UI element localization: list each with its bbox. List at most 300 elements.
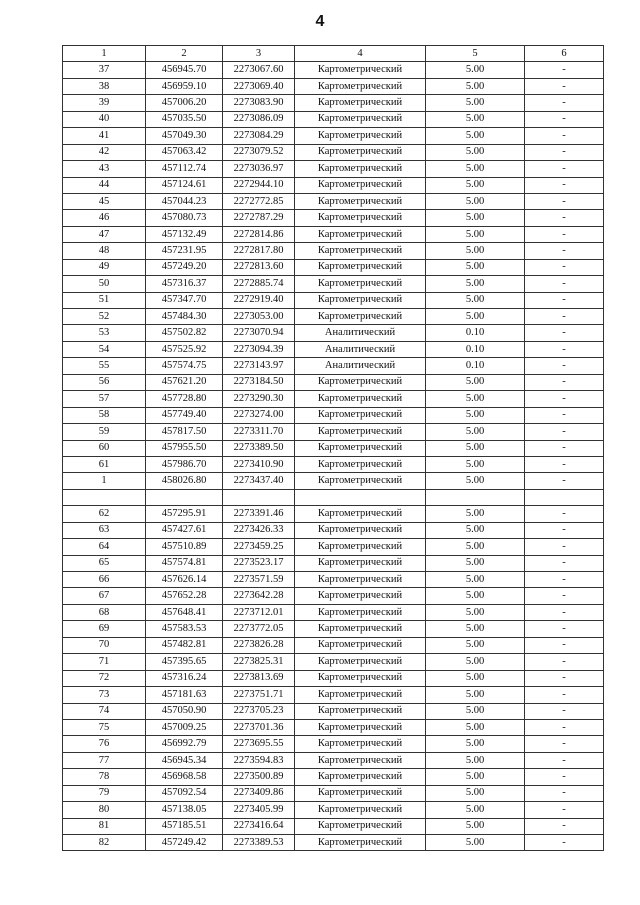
table-cell: Картометрический <box>295 78 426 94</box>
table-cell: 457295.91 <box>146 506 223 522</box>
table-cell: Картометрический <box>295 604 426 620</box>
table-cell: Картометрический <box>295 424 426 440</box>
table-cell: 2273086.09 <box>223 111 295 127</box>
table-cell: - <box>525 95 604 111</box>
table-cell: 457249.42 <box>146 835 223 851</box>
table-cell: 5.00 <box>426 62 525 78</box>
table-cell: - <box>525 325 604 341</box>
table-row <box>63 193 604 209</box>
table-cell: 2273410.90 <box>223 456 295 472</box>
table-cell: Картометрический <box>295 456 426 472</box>
table-cell: 5.00 <box>426 424 525 440</box>
table-cell: 38 <box>63 78 146 94</box>
table-cell: 2272813.60 <box>223 259 295 275</box>
table-cell: 65 <box>63 555 146 571</box>
table-cell: 2273813.69 <box>223 670 295 686</box>
table-cell: 2273712.01 <box>223 604 295 620</box>
table-cell: - <box>525 193 604 209</box>
table-cell: 2273705.23 <box>223 703 295 719</box>
table-cell: 76 <box>63 736 146 752</box>
table-cell: 457510.89 <box>146 539 223 555</box>
table-cell: - <box>525 522 604 538</box>
table-cell: 47 <box>63 226 146 242</box>
table-cell: Картометрический <box>295 309 426 325</box>
table-cell: Картометрический <box>295 835 426 851</box>
table-cell: Картометрический <box>295 243 426 259</box>
table-cell: 457035.50 <box>146 111 223 127</box>
table-cell: - <box>525 276 604 292</box>
table-cell: Картометрический <box>295 572 426 588</box>
table-cell: 457525.92 <box>146 341 223 357</box>
table-cell: 5.00 <box>426 374 525 390</box>
table-cell: 5.00 <box>426 588 525 604</box>
table-cell: Картометрический <box>295 374 426 390</box>
table-cell: 66 <box>63 572 146 588</box>
table-cell: 72 <box>63 670 146 686</box>
table-cell: Картометрический <box>295 292 426 308</box>
table-cell: Картометрический <box>295 144 426 160</box>
table-cell: 458026.80 <box>146 473 223 489</box>
table-cell: 80 <box>63 802 146 818</box>
table-cell: 457728.80 <box>146 391 223 407</box>
table-cell: 2272787.29 <box>223 210 295 226</box>
table-cell: - <box>525 161 604 177</box>
table-cell: 5.00 <box>426 835 525 851</box>
table-cell: 79 <box>63 785 146 801</box>
table-cell: 2273084.29 <box>223 128 295 144</box>
table-cell: 5.00 <box>426 670 525 686</box>
table-cell: 5.00 <box>426 243 525 259</box>
table-cell: 457749.40 <box>146 407 223 423</box>
table-cell: - <box>525 802 604 818</box>
table-cell: Аналитический <box>295 358 426 374</box>
table-cell: 5.00 <box>426 128 525 144</box>
table-row <box>63 358 604 374</box>
table-cell: 1 <box>63 473 146 489</box>
table-cell: 457050.90 <box>146 703 223 719</box>
table-cell: 5.00 <box>426 539 525 555</box>
table-cell: 5.00 <box>426 555 525 571</box>
table-row <box>63 78 604 94</box>
table-row <box>63 703 604 719</box>
table-cell: 457124.61 <box>146 177 223 193</box>
table-cell: 63 <box>63 522 146 538</box>
table-cell: 2273642.28 <box>223 588 295 604</box>
table-cell: - <box>525 654 604 670</box>
column-header: 2 <box>146 46 223 62</box>
table-cell: 5.00 <box>426 473 525 489</box>
table-cell: - <box>525 621 604 637</box>
table-cell: Картометрический <box>295 391 426 407</box>
table-cell: - <box>525 374 604 390</box>
table-cell: 457049.30 <box>146 128 223 144</box>
table-cell: - <box>525 341 604 357</box>
table-cell: - <box>525 292 604 308</box>
table-cell: 0.10 <box>426 358 525 374</box>
table-cell: 45 <box>63 193 146 209</box>
table-cell: - <box>525 473 604 489</box>
table-row <box>63 769 604 785</box>
table-cell: 57 <box>63 391 146 407</box>
table-cell: 55 <box>63 358 146 374</box>
table-cell: 457482.81 <box>146 637 223 653</box>
table-cell: - <box>525 604 604 620</box>
table-cell: 5.00 <box>426 604 525 620</box>
table-cell: 5.00 <box>426 144 525 160</box>
table-cell: 5.00 <box>426 111 525 127</box>
table-cell: - <box>525 111 604 127</box>
table-cell: 5.00 <box>426 654 525 670</box>
table-cell: 2273695.55 <box>223 736 295 752</box>
table-cell: - <box>525 572 604 588</box>
table-cell: 457044.23 <box>146 193 223 209</box>
table-cell: Картометрический <box>295 473 426 489</box>
table-cell: Картометрический <box>295 440 426 456</box>
table-cell: 457427.61 <box>146 522 223 538</box>
table-cell: Картометрический <box>295 522 426 538</box>
table-cell: 457112.74 <box>146 161 223 177</box>
table-cell: - <box>525 391 604 407</box>
table-row <box>63 374 604 390</box>
table-cell: 5.00 <box>426 226 525 242</box>
table-cell: - <box>525 752 604 768</box>
table-cell: 2273069.40 <box>223 78 295 94</box>
table-cell: 2273751.71 <box>223 687 295 703</box>
table-row <box>63 144 604 160</box>
table-cell: 5.00 <box>426 456 525 472</box>
table-cell: Картометрический <box>295 588 426 604</box>
table-cell: 457185.51 <box>146 818 223 834</box>
table-cell: - <box>525 687 604 703</box>
table-cell: 5.00 <box>426 785 525 801</box>
table-cell: 39 <box>63 95 146 111</box>
table-cell: 457132.49 <box>146 226 223 242</box>
table-cell: 457080.73 <box>146 210 223 226</box>
table-cell: 68 <box>63 604 146 620</box>
table-cell: - <box>525 785 604 801</box>
table-cell: 457138.05 <box>146 802 223 818</box>
table-cell: Аналитический <box>295 325 426 341</box>
table-cell: 457316.24 <box>146 670 223 686</box>
table-cell: 69 <box>63 621 146 637</box>
table-cell: 56 <box>63 374 146 390</box>
coordinates-table <box>62 45 604 851</box>
table-cell <box>295 489 426 505</box>
table-cell: Картометрический <box>295 177 426 193</box>
table-row <box>63 654 604 670</box>
table-cell: 73 <box>63 687 146 703</box>
table-cell: - <box>525 736 604 752</box>
table-cell: 2273409.86 <box>223 785 295 801</box>
table-cell: 2273070.94 <box>223 325 295 341</box>
table-cell: 456945.34 <box>146 752 223 768</box>
table-cell: 457574.75 <box>146 358 223 374</box>
table-row <box>63 259 604 275</box>
table-cell: 2273274.00 <box>223 407 295 423</box>
table-cell: 2273290.30 <box>223 391 295 407</box>
table-cell: 2273825.31 <box>223 654 295 670</box>
table-cell: Картометрический <box>295 687 426 703</box>
table-cell: 457574.81 <box>146 555 223 571</box>
table-cell: 457181.63 <box>146 687 223 703</box>
table-cell: - <box>525 588 604 604</box>
table-cell: 2273523.17 <box>223 555 295 571</box>
table-row <box>63 210 604 226</box>
table-cell: 81 <box>63 818 146 834</box>
table-cell: Картометрический <box>295 259 426 275</box>
table-row <box>63 341 604 357</box>
table-cell: 457621.20 <box>146 374 223 390</box>
table-cell: Картометрический <box>295 621 426 637</box>
table-cell: 2273053.00 <box>223 309 295 325</box>
table-cell: 37 <box>63 62 146 78</box>
table-cell: 75 <box>63 719 146 735</box>
table-cell: 2273036.97 <box>223 161 295 177</box>
table-cell: 50 <box>63 276 146 292</box>
table-cell: 5.00 <box>426 276 525 292</box>
table-cell: 2273389.50 <box>223 440 295 456</box>
table-cell: - <box>525 670 604 686</box>
table-cell: 5.00 <box>426 719 525 735</box>
table-cell: 457484.30 <box>146 309 223 325</box>
table-cell: 5.00 <box>426 391 525 407</box>
table-cell: 58 <box>63 407 146 423</box>
table-cell: 457063.42 <box>146 144 223 160</box>
table-cell: 5.00 <box>426 572 525 588</box>
table-cell: 5.00 <box>426 637 525 653</box>
table-row <box>63 243 604 259</box>
table-cell: 5.00 <box>426 769 525 785</box>
table-cell: 74 <box>63 703 146 719</box>
table-cell: 456968.58 <box>146 769 223 785</box>
table-cell: 64 <box>63 539 146 555</box>
table-row <box>63 785 604 801</box>
table-cell: 2272944.10 <box>223 177 295 193</box>
table-cell: 457347.70 <box>146 292 223 308</box>
table-cell: - <box>525 637 604 653</box>
table-cell: 2273067.60 <box>223 62 295 78</box>
table-cell: 457009.25 <box>146 719 223 735</box>
table-body <box>63 46 604 851</box>
table-cell: - <box>525 818 604 834</box>
table-row <box>63 161 604 177</box>
table-cell: - <box>525 259 604 275</box>
table-cell <box>426 489 525 505</box>
table-cell: 5.00 <box>426 161 525 177</box>
table-cell: 82 <box>63 835 146 851</box>
table-cell: Картометрический <box>295 670 426 686</box>
table-row <box>63 539 604 555</box>
table-cell: 43 <box>63 161 146 177</box>
table-cell: 457583.53 <box>146 621 223 637</box>
page-number: 4 <box>315 13 325 30</box>
table-row <box>63 555 604 571</box>
table-row <box>63 440 604 456</box>
table-row <box>63 835 604 851</box>
table-cell: Картометрический <box>295 193 426 209</box>
table-header-row <box>63 46 604 62</box>
table-cell: - <box>525 539 604 555</box>
table-cell: 78 <box>63 769 146 785</box>
table-cell: - <box>525 226 604 242</box>
table-cell: - <box>525 210 604 226</box>
table-cell: 5.00 <box>426 259 525 275</box>
table-cell: 2272919.40 <box>223 292 295 308</box>
table-cell: 2272814.86 <box>223 226 295 242</box>
table-cell: - <box>525 835 604 851</box>
table-cell: 60 <box>63 440 146 456</box>
table-cell: 5.00 <box>426 440 525 456</box>
table-cell: 5.00 <box>426 78 525 94</box>
table-cell: 457626.14 <box>146 572 223 588</box>
table-row <box>63 522 604 538</box>
table-cell: 456992.79 <box>146 736 223 752</box>
table-cell: 457006.20 <box>146 95 223 111</box>
table-cell: 2273391.46 <box>223 506 295 522</box>
table-cell: 5.00 <box>426 687 525 703</box>
table-cell: 0.10 <box>426 325 525 341</box>
table-cell: Картометрический <box>295 276 426 292</box>
table-cell: 2273772.05 <box>223 621 295 637</box>
column-header: 5 <box>426 46 525 62</box>
table-cell: 77 <box>63 752 146 768</box>
table-cell: 40 <box>63 111 146 127</box>
table-cell: - <box>525 243 604 259</box>
table-cell: 48 <box>63 243 146 259</box>
table-row <box>63 473 604 489</box>
table-cell: 2273426.33 <box>223 522 295 538</box>
table-cell: 457986.70 <box>146 456 223 472</box>
table-cell: 49 <box>63 259 146 275</box>
table-cell: 456959.10 <box>146 78 223 94</box>
table-cell: - <box>525 506 604 522</box>
table-cell: - <box>525 78 604 94</box>
table-cell: 2273826.28 <box>223 637 295 653</box>
table-cell: Картометрический <box>295 111 426 127</box>
table-cell: 2272817.80 <box>223 243 295 259</box>
table-cell: Картометрический <box>295 719 426 735</box>
table-cell: 0.10 <box>426 341 525 357</box>
table-row <box>63 752 604 768</box>
table-cell: 44 <box>63 177 146 193</box>
table-cell: 2273571.59 <box>223 572 295 588</box>
table-cell: Картометрический <box>295 161 426 177</box>
table-row <box>63 818 604 834</box>
table-cell: 5.00 <box>426 95 525 111</box>
table-cell: - <box>525 769 604 785</box>
table-cell: Картометрический <box>295 752 426 768</box>
table-row <box>63 506 604 522</box>
table-cell: 41 <box>63 128 146 144</box>
table-cell: 2273500.89 <box>223 769 295 785</box>
table-row <box>63 128 604 144</box>
table-cell: 5.00 <box>426 193 525 209</box>
table-cell: 2273405.99 <box>223 802 295 818</box>
table-cell: - <box>525 424 604 440</box>
table-cell: Картометрический <box>295 736 426 752</box>
table-row <box>63 621 604 637</box>
table-cell: Картометрический <box>295 802 426 818</box>
table-cell: 457648.41 <box>146 604 223 620</box>
table-cell: 51 <box>63 292 146 308</box>
table-cell: - <box>525 440 604 456</box>
table-cell: Картометрический <box>295 654 426 670</box>
table-cell: - <box>525 309 604 325</box>
table-cell: 2273079.52 <box>223 144 295 160</box>
table-row <box>63 309 604 325</box>
table-cell: Картометрический <box>295 226 426 242</box>
table-cell: 457955.50 <box>146 440 223 456</box>
table-cell <box>223 489 295 505</box>
table-cell: 5.00 <box>426 292 525 308</box>
table-cell: 62 <box>63 506 146 522</box>
table-cell: 2273594.83 <box>223 752 295 768</box>
table-row <box>63 736 604 752</box>
table-cell: Картометрический <box>295 128 426 144</box>
table-cell: 456945.70 <box>146 62 223 78</box>
table-cell <box>146 489 223 505</box>
table-row <box>63 719 604 735</box>
table-cell: Картометрический <box>295 818 426 834</box>
table-cell: - <box>525 358 604 374</box>
table-cell: 54 <box>63 341 146 357</box>
table-cell: 67 <box>63 588 146 604</box>
table-row <box>63 637 604 653</box>
table-cell: 2272772.85 <box>223 193 295 209</box>
table-row <box>63 802 604 818</box>
table-cell: 2273083.90 <box>223 95 295 111</box>
table-cell: 2272885.74 <box>223 276 295 292</box>
table-cell: 5.00 <box>426 802 525 818</box>
table-cell: 5.00 <box>426 736 525 752</box>
table-cell: 5.00 <box>426 522 525 538</box>
table-row <box>63 292 604 308</box>
table-row <box>63 489 604 505</box>
table-row <box>63 276 604 292</box>
table-cell: 42 <box>63 144 146 160</box>
table-cell: 59 <box>63 424 146 440</box>
table-row <box>63 572 604 588</box>
table-cell: Картометрический <box>295 785 426 801</box>
table-cell: - <box>525 128 604 144</box>
table-row <box>63 111 604 127</box>
table-cell: 5.00 <box>426 309 525 325</box>
table-row <box>63 687 604 703</box>
table-cell: 2273094.39 <box>223 341 295 357</box>
table-cell: 53 <box>63 325 146 341</box>
table-cell <box>63 489 146 505</box>
table-row <box>63 391 604 407</box>
table-cell: Картометрический <box>295 769 426 785</box>
table-cell: - <box>525 62 604 78</box>
table-cell: - <box>525 555 604 571</box>
table-cell: 5.00 <box>426 506 525 522</box>
table-cell: 457502.82 <box>146 325 223 341</box>
table-cell: 457652.28 <box>146 588 223 604</box>
table-cell: 2273459.25 <box>223 539 295 555</box>
table-cell: 2273437.40 <box>223 473 295 489</box>
table-cell: Картометрический <box>295 703 426 719</box>
table-cell: 2273184.50 <box>223 374 295 390</box>
table-row <box>63 670 604 686</box>
column-header: 1 <box>63 46 146 62</box>
table-cell: Картометрический <box>295 407 426 423</box>
table-cell: 71 <box>63 654 146 670</box>
table-cell: 70 <box>63 637 146 653</box>
table-row <box>63 424 604 440</box>
table-cell: 46 <box>63 210 146 226</box>
table-cell: 2273416.64 <box>223 818 295 834</box>
